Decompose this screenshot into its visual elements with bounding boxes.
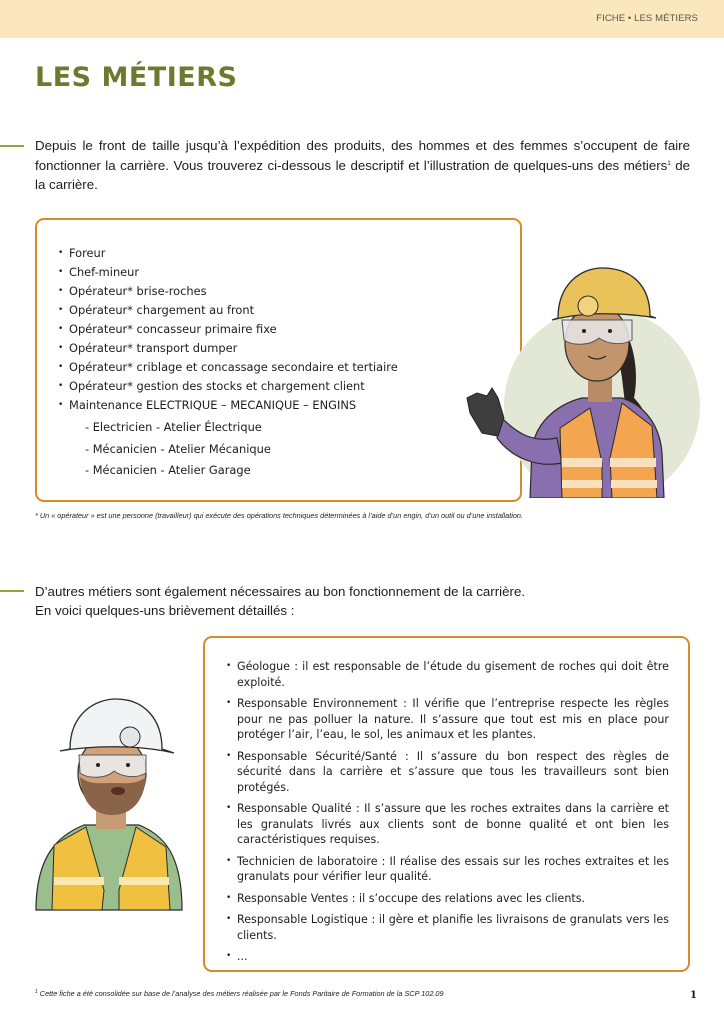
list-item: • Chef-mineur [58,263,398,282]
section2-line1: D’autres métiers sont également nécessaires au bon fonctionnement de la carrière. [35,584,526,599]
page-title: LES MÉTIERS [35,62,238,93]
accent-line [0,590,24,592]
footnote-marker: 1 [35,989,38,995]
list-item: • Responsable Ventes : il s’occupe des relations avec les clients. [226,891,669,907]
list-item: • Opérateur* brise-roches [58,282,398,301]
list-item: • Opérateur* concasseur primaire fixe [58,320,398,339]
breadcrumb: FICHE • LES MÉTIERS [596,13,698,24]
operator-footnote: * Un « opérateur » est une personne (travailleur) qui exécute des opérations techniques déterminées à l’aide d’un engin, d’un outil ou d’une installation. [35,511,523,520]
woman-worker-illustration [462,258,724,498]
page-number: 1 [690,990,697,1001]
list-item: • ... [226,949,669,965]
source-footnote [35,989,444,998]
section2-intro [35,582,525,620]
intro-text: Depuis le front de taille jusqu’à l’expédition des produits, des hommes et des femmes s’occupent de faire fonctionner la carrière. Vous trouverez ci-dessous le descriptif et l’illustration de quelques-uns des métiers [35,138,690,173]
sublist-item: - Mécanicien - Atelier Mécanique [85,441,271,456]
man-worker-illustration [24,685,204,915]
sublist-item: - Electricien - Atelier Électrique [85,420,262,434]
list-item: • Opérateur* chargement au front [58,301,398,320]
intro-text-end: de la carrière. [35,157,690,192]
list-item: • Maintenance ELECTRIQUE – MECANIQUE – ENGINS [58,396,398,415]
list-item: • Technicien de laboratoire : Il réalise des essais sur les roches extraites et les granulats pour vérifier leur qualité. [226,854,669,885]
list-item: • Foreur [58,244,398,263]
list-item: • Responsable Qualité : Il s’assure que les roches extraites dans la carrière et les granulats livrés aux clients sont de bonne qualité et ont bien les caractéristiques requises. [226,801,669,848]
intro-paragraph [35,136,690,195]
accent-line [0,145,24,147]
list-item: • Responsable Environnement : Il vérifie que l’entreprise respecte les règles pour ne pas polluer la nature. Il s’assure que tout est mis en place pour protéger l’air, l’eau, le sol, les animaux et les plantes. [226,696,669,743]
sublist-item: - Mécanicien - Atelier Garage [85,463,251,477]
list-item: • Opérateur* criblage et concassage secondaire et tertiaire [58,358,398,377]
list-item: • Opérateur* gestion des stocks et chargement client [58,377,398,396]
list-item: • Géologue : il est responsable de l’étude du gisement de roches qui doit être exploité. [226,659,669,690]
maintenance-sublist [85,417,271,482]
list-item: • Responsable Logistique : il gère et planifie les livraisons de granulats vers les clients. [226,912,669,943]
footnote-text: Cette fiche a été consolidée sur base de l’analyse des métiers réalisée par le Fonds Paritaire de Formation de la SCP 102.09 [37,989,444,998]
footnote-ref: 1 [667,160,671,167]
list-item: • Opérateur* transport dumper [58,339,398,358]
section2-line2: En voici quelques-uns brièvement détaillés : [35,603,295,618]
operators-list [58,244,398,415]
list-item: • Responsable Sécurité/Santé : Il s’assure du bon respect des règles de sécurité dans la carrière et s’assure que tous les travailleurs sont bien protégés. [226,749,669,796]
header-band [0,0,724,38]
other-jobs-list [226,659,669,971]
